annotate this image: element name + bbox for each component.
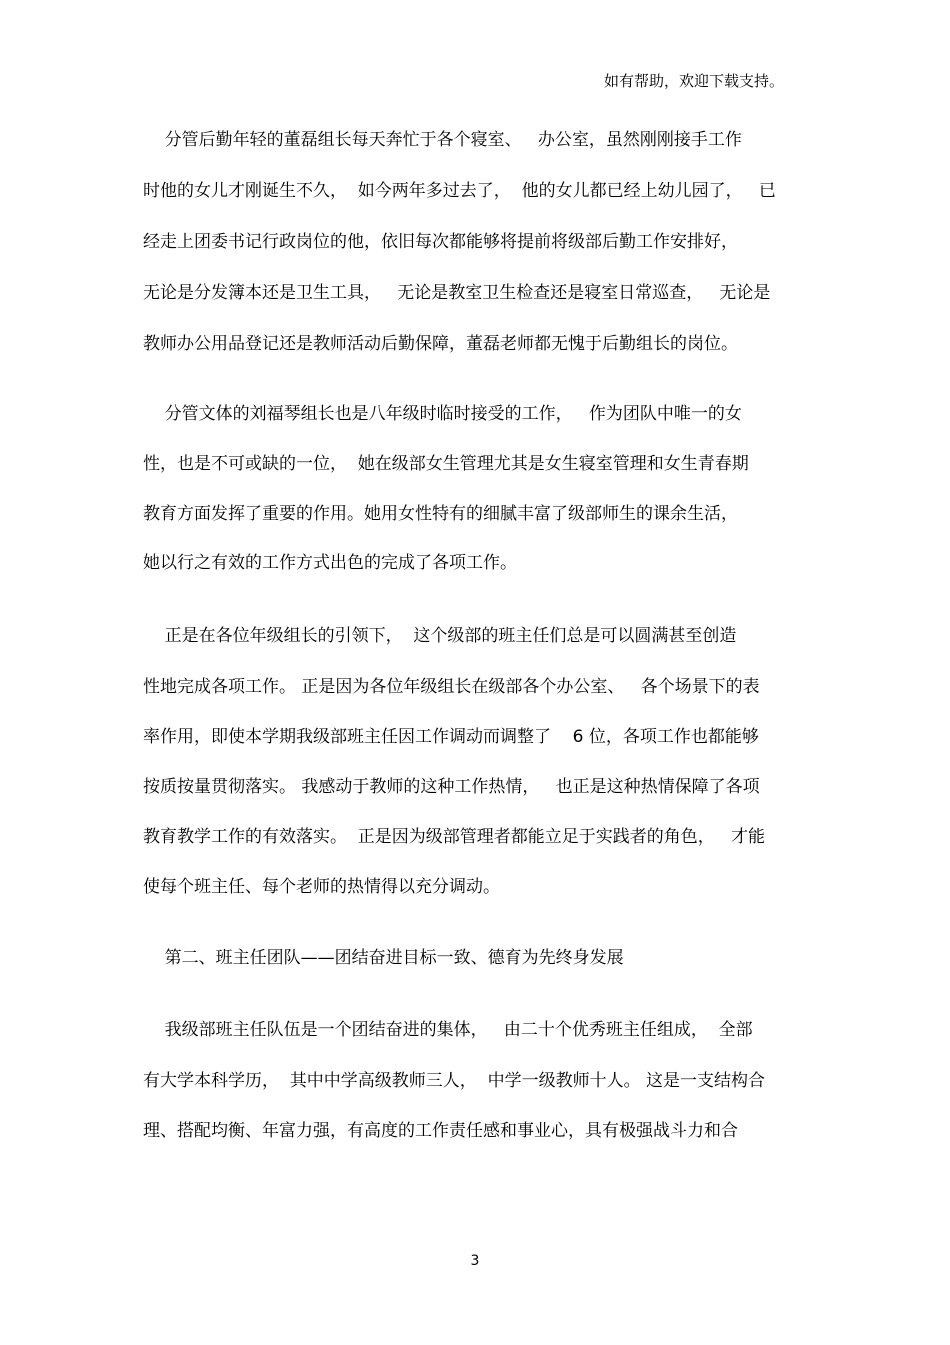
body-line: 正是在各位年级组长的引领下， 这个级部的班主任们总是可以圆满甚至创造 <box>143 626 737 646</box>
body-line: 性地完成各项工作。 正是因为各位年级组长在级部各个办公室、 各个场景下的表 <box>143 677 760 697</box>
body-line: 性，也是不可或缺的一位， 她在级部女生管理尤其是女生寝室管理和女生青春期 <box>143 454 749 474</box>
body-line: 时他的女儿才刚诞生不久， 如今两年多过去了， 他的女儿都已经上幼儿园了， 已 <box>143 181 776 201</box>
section-heading: 第二、班主任团队——团结奋进目标一致、德育为先终身发展 <box>143 948 624 968</box>
page-number: 3 <box>470 1253 480 1269</box>
body-line: 教育方面发挥了重要的作用。她用女性特有的细腻丰富了级部师生的课余生活， <box>143 504 738 524</box>
header-note: 如有帮助，欢迎下载支持。 <box>603 72 784 90</box>
body-line: 经走上团委书记行政岗位的他，依旧每次都能够将提前将级部后勤工作安排好， <box>143 232 738 252</box>
body-line: 使每个班主任、每个老师的热情得以充分调动。 <box>143 877 500 897</box>
body-line: 教师办公用品登记还是教师活动后勤保障，董磊老师都无愧于后勤组长的岗位。 <box>143 334 738 354</box>
body-line: 按质按量贯彻落实。 我感动于教师的这种工作热情， 也正是这种热情保障了各项 <box>143 777 760 797</box>
body-line: 有大学本科学历， 其中中学高级教师三人， 中学一级教师十人。 这是一支结构合 <box>143 1071 766 1091</box>
body-line: 她以行之有效的工作方式出色的完成了各项工作。 <box>143 553 517 573</box>
body-line: 无论是分发簿本还是卫生工具， 无论是教室卫生检查还是寝室日常巡查， 无论是 <box>143 283 771 303</box>
body-line: 率作用，即使本学期我级部班主任因工作调动而调整了 6 位，各项工作也都能够 <box>143 727 759 747</box>
body-line: 分管文体的刘福琴组长也是八年级时临时接受的工作， 作为团队中唯一的女 <box>143 404 742 424</box>
body-line: 理、搭配均衡、年富力强，有高度的工作责任感和事业心，具有极强战斗力和合 <box>143 1121 738 1141</box>
body-line: 分管后勤年轻的董磊组长每天奔忙于各个寝室、 办公室，虽然刚刚接手工作 <box>143 130 742 150</box>
body-line: 我级部班主任队伍是一个团结奋进的集体， 由二十个优秀班主任组成， 全部 <box>143 1020 753 1040</box>
body-line: 教育教学工作的有效落实。 正是因为级部管理者都能立足于实践者的角色， 才能 <box>143 827 766 847</box>
